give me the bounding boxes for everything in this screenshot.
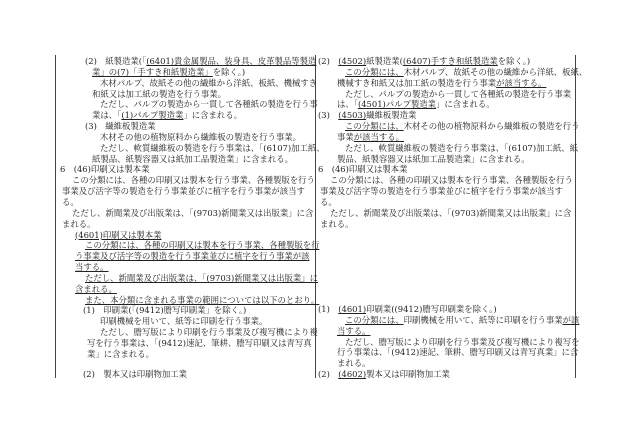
text: る。 xyxy=(320,196,337,207)
left-text-line xyxy=(56,154,314,165)
text: (2) xyxy=(318,56,339,66)
text: (2) xyxy=(318,369,339,380)
right-text-line xyxy=(316,347,579,358)
text: ただし、軟質繊維板の製造を行う事業は、「(6107)加工紙、 xyxy=(100,142,325,153)
underlined-text: (4502) xyxy=(338,56,367,66)
text: (1) 印刷業(「(9412)謄写印刷業」を除く。) xyxy=(83,305,247,316)
underlined-text: ただし、新聞業及び出版業は、「(9703)新聞業又は出版業」に xyxy=(85,272,319,283)
text: ただし、軟質繊維板の製造を行う事業は、「(6107)加工紙、紙 xyxy=(345,142,579,153)
right-text-line xyxy=(316,219,574,230)
underlined-text: が該当する。 xyxy=(496,77,547,88)
right-text-line xyxy=(316,78,574,89)
left-text-line xyxy=(56,56,317,67)
text: まれる。 xyxy=(62,218,96,229)
left-text-line xyxy=(56,349,314,360)
left-text-line xyxy=(56,305,314,316)
left-text-line xyxy=(56,77,318,89)
text: を除く。) xyxy=(212,66,246,77)
right-text-line xyxy=(316,314,580,326)
right-text-line xyxy=(316,326,574,337)
right-text-line xyxy=(316,164,574,175)
right-text-line xyxy=(316,66,588,78)
text: 行う事業は、「(9412)速記、筆耕、謄写印刷又は青写真業」に含 xyxy=(337,347,579,358)
text: を除く。) xyxy=(497,56,531,66)
text: 6 (46)印刷又は製本業 xyxy=(60,164,150,175)
right-text-line xyxy=(316,369,574,380)
left-text-line xyxy=(56,132,314,143)
right-text-line xyxy=(316,56,574,67)
left-text-line xyxy=(56,240,320,251)
left-text-line xyxy=(56,186,314,197)
right-text-line xyxy=(316,99,574,110)
text: は、「 xyxy=(337,99,358,110)
underlined-text: (4501)パルプ製造業 xyxy=(357,99,437,110)
underlined-text: (4601)印刷又は製本業 xyxy=(75,229,162,240)
text: る。 xyxy=(62,196,79,207)
underlined-text: (4503) xyxy=(338,110,367,121)
left-text-line xyxy=(56,89,314,100)
text: 紙製品、紙製容器又は紙加工品製造業」に含まれる。 xyxy=(92,153,293,164)
left-text-line xyxy=(56,121,314,132)
left-text-line xyxy=(56,338,314,349)
text: 業」に含まれる。 xyxy=(87,348,154,359)
right-text-line xyxy=(316,121,580,132)
right-text-line xyxy=(316,89,574,100)
text: 業は、「 xyxy=(92,110,122,121)
text: この分類には、各種の印刷又は製本を行う事業、各種製版を行う xyxy=(330,175,573,186)
text: ただし、新聞業及び出版業は、「(9703)新聞業又は出版業」に含 xyxy=(330,207,572,218)
right-text-line xyxy=(316,154,574,165)
text: 木材パルプ、故紙その他の繊維から洋紙、板紙、機械すき xyxy=(100,77,318,88)
text: ただし、謄写版により印刷を行う事業及び複写機により複 xyxy=(100,327,318,338)
left-text-line xyxy=(56,219,314,230)
underlined-text: この分類には、 xyxy=(345,314,404,325)
left-text-line xyxy=(56,251,314,262)
text: 木材パルプ、故紙その他の繊維から洋紙、板紙、 xyxy=(403,66,588,77)
text: 機械すき和紙又は加工紙の製造を行う事業 xyxy=(337,77,497,88)
right-text-line xyxy=(316,358,574,369)
text: 製品、紙製容器又は紙加工品製造業」に含まれる。 xyxy=(337,153,530,164)
text: ただし、新聞業及び出版業は、「(9703)新聞業又は出版業」に含 xyxy=(72,207,314,218)
table-border-right xyxy=(575,55,576,378)
text: まれる。 xyxy=(337,358,371,369)
left-text-line xyxy=(56,316,314,327)
text: (2) 紙製造業(「 xyxy=(85,56,147,66)
text: 事業及び活字等の製造を行う事業並びに植字を行う事業が該当す xyxy=(62,186,305,197)
underlined-text: (6407)手すき和紙製造業 xyxy=(402,56,498,66)
left-text-line xyxy=(56,175,314,186)
text: 印刷機械を用いて、紙等に印刷を行う事業 xyxy=(403,314,563,325)
text: この分類には、各種の印刷又は製本を行う事業、各種製版を行う xyxy=(72,175,315,186)
left-text-line xyxy=(56,164,314,175)
text: 印刷機械を用いて、紙等に印刷を行う事業。 xyxy=(100,316,268,327)
left-text-line xyxy=(56,262,314,273)
right-text-line xyxy=(316,142,579,154)
left-text-line xyxy=(56,99,318,110)
text: 製本又は印刷物加工業 xyxy=(366,369,450,380)
right-column-block-1 xyxy=(316,56,588,230)
left-text-line xyxy=(56,197,314,208)
underlined-text: (6401)貴金属製品、装身具、皮革製品等製造 xyxy=(146,56,317,66)
right-text-line xyxy=(316,197,574,208)
text: 」に含まれる。 xyxy=(183,110,243,121)
underlined-text: う事業及び活字等の製造を行う事業並びに植字を行う事業が該 xyxy=(75,251,310,262)
underlined-text: 当する。 xyxy=(337,325,371,336)
right-text-line xyxy=(316,110,574,121)
text: 繊維板製造業 xyxy=(366,110,417,121)
text: (3) xyxy=(318,110,339,121)
left-text-line xyxy=(56,294,320,306)
text: 事業及び活字等の製造を行う事業並びに植字を行う事業が該当す xyxy=(320,186,563,197)
underlined-text: 含まれる。 xyxy=(75,283,117,294)
text: (1) xyxy=(318,304,339,314)
underlined-text: この分類には、 xyxy=(345,121,404,132)
text: (2) 製本又は印刷物加工業 xyxy=(83,369,187,379)
left-text-line xyxy=(56,208,314,219)
right-text-line xyxy=(316,336,580,348)
underlined-text: この分類には、各種の印刷又は製本を行う事業、各種製版を行 xyxy=(85,240,320,251)
text: 事業 xyxy=(337,131,354,142)
text: 印刷業((9412)謄写印刷業を除く。) xyxy=(366,304,497,314)
underlined-text: (4602) xyxy=(338,369,367,380)
left-text-line xyxy=(56,110,314,121)
underlined-text: この分類には、 xyxy=(345,66,404,77)
left-text-line xyxy=(56,369,314,380)
underlined-text: また、本分類に含まれる事業の範囲については以下のとおり。 xyxy=(85,294,320,305)
left-text-line xyxy=(56,327,318,338)
text: (3) 繊維板製造業 xyxy=(85,121,156,132)
underlined-text: が該 xyxy=(562,314,580,325)
left-text-line xyxy=(56,230,314,241)
underlined-text: (1)パルプ製造業 xyxy=(121,110,184,121)
text: 木材その他の植物原料から繊維板の製造を行う xyxy=(403,121,580,132)
left-text-line xyxy=(56,142,325,154)
text: 6 (46)印刷又は製本業 xyxy=(318,164,408,175)
text: まれる。 xyxy=(320,218,354,229)
text: ただし、謄写版により印刷を行う事業及び複写機により複写を xyxy=(345,336,580,347)
text: 」に含まれる。 xyxy=(436,99,495,110)
underlined-text: 業」の(7)「手すき和紙製造業」 xyxy=(92,66,213,77)
left-column-block-2 xyxy=(56,369,314,380)
text: 紙製造業( xyxy=(366,56,403,66)
left-text-line xyxy=(56,284,314,295)
left-text-line xyxy=(56,272,319,284)
right-text-line xyxy=(316,132,574,143)
underlined-text: 当する。 xyxy=(75,262,109,273)
text: ただし、パルプの製造から一貫して各種紙の製造を行う事 xyxy=(100,99,318,110)
text: 写を行う事業は、「(9412)速記、筆耕、謄写印刷又は青写真 xyxy=(87,337,312,348)
text: 和紙又は加工紙の製造を行う事業。 xyxy=(92,88,226,99)
left-text-line xyxy=(56,67,314,78)
left-column-block-1 xyxy=(56,56,325,360)
right-column-block-2 xyxy=(316,304,580,380)
underlined-text: が該当する。 xyxy=(353,131,404,142)
right-text-line xyxy=(316,186,574,197)
right-text-line xyxy=(316,175,574,186)
right-text-line xyxy=(316,304,574,315)
underlined-text: (4601) xyxy=(338,304,367,314)
text: 木材その他の植物原料から繊維板の製造を行う事業。 xyxy=(100,131,301,142)
text: ただし、パルプの製造から一貫して各種紙の製造を行う事業 xyxy=(345,88,572,99)
right-text-line xyxy=(316,208,574,219)
